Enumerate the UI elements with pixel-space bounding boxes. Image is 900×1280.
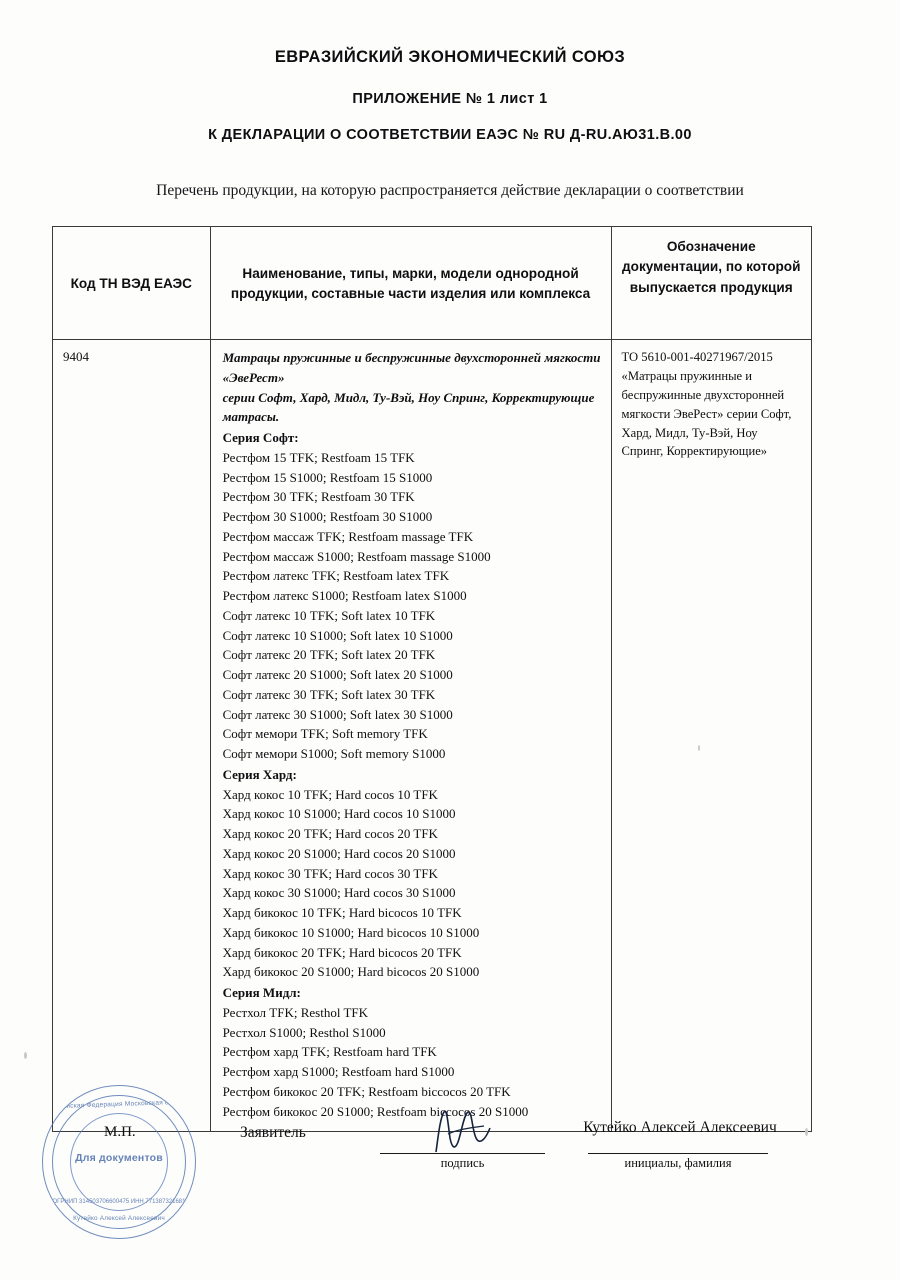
product-series-title: Серия Софт: — [222, 430, 299, 445]
stamp-top-text: Российская Федерация Московская область — [47, 1098, 191, 1111]
product-item: Хард бикокос 10 S1000; Hard bicocos 10 S1000 — [222, 924, 480, 940]
stamp-inn-text: ОГРНИП 314503706600475 ИНН 771387321681 — [52, 1199, 186, 1205]
product-item: Рестхол S1000; Resthol S1000 — [222, 1024, 386, 1040]
product-item: Софт латекс 10 S1000; Soft latex 10 S1000 — [222, 627, 453, 643]
product-item: Хард кокос 20 S1000; Hard cocos 20 S1000 — [222, 845, 456, 861]
product-item: Хард кокос 20 TFK; Hard cocos 20 TFK — [222, 826, 438, 841]
table-row — [53, 340, 811, 1131]
product-lead-1: Матрацы пружинные и беспружинные двухсторонней мягкости «ЭвеРест» — [222, 350, 601, 385]
cell-code: 9404 — [63, 349, 89, 364]
product-series-title: Серия Хард: — [222, 766, 297, 782]
product-item: Хард кокос 10 S1000; Hard cocos 10 S1000 — [222, 806, 456, 822]
annex-title: ПРИЛОЖЕНИЕ № 1 лист 1 — [352, 91, 548, 107]
declaration-title: К ДЕКЛАРАЦИИ О СООТВЕТСТВИИ ЕАЭС № RU Д-RU.АЮ31.В.00 — [208, 127, 692, 143]
scan-artifact — [805, 1128, 808, 1136]
product-item: Хард кокос 30 S1000; Hard cocos 30 S1000 — [222, 885, 456, 901]
column-header-code: Код ТН ВЭД ЕАЭС — [70, 275, 192, 291]
product-item: Софт латекс 30 TFK; Soft latex 30 TFK — [222, 686, 436, 702]
product-item: Рестфом латекс TFK; Restfoam latex TFK — [222, 568, 450, 584]
table-header-row — [53, 227, 811, 340]
signature-icon — [428, 1108, 498, 1154]
product-item: Хард бикокос 20 TFK; Hard bicocos 20 TFK — [222, 944, 462, 960]
product-item: Хард бикокос 10 TFK; Hard bicocos 10 TFK — [222, 905, 462, 920]
stamp-middle-text: Для документов — [75, 1152, 163, 1164]
document-subtitle: Перечень продукции, на которую распространяется действие декларации о соответствии — [156, 182, 744, 199]
column-header-docs: Обозначение документации, по которой выпускается продукция — [622, 239, 801, 295]
scan-artifact — [24, 1052, 27, 1059]
product-groups — [223, 428, 601, 1121]
stamp-name-text: Кутейко Алексей Алексеевич — [73, 1215, 165, 1222]
product-item: Софт мемори TFK; Soft memory TFK — [222, 726, 428, 742]
scan-artifact — [698, 745, 700, 751]
name-line — [588, 1152, 768, 1154]
product-item: Софт латекс 30 S1000; Soft latex 30 S1000 — [222, 706, 453, 722]
product-table — [52, 226, 812, 1132]
product-item: Рестфом хард S1000; Restfoam hard S1000 — [222, 1064, 455, 1079]
product-item: Рестфом массаж TFK; Restfoam massage TFK — [222, 528, 474, 544]
product-series-title: Серия Мидл: — [222, 985, 301, 1000]
signature-caption: подпись — [440, 1156, 485, 1170]
product-item: Хард бикокос 20 S1000; Hard bicocos 20 S1000 — [222, 964, 480, 980]
product-item: Софт латекс 20 S1000; Soft latex 20 S1000 — [222, 667, 453, 682]
product-item: Рестфом 30 S1000; Restfoam 30 S1000 — [222, 509, 433, 524]
product-item: Рестфом хард TFK; Restfoam hard TFK — [222, 1044, 437, 1060]
product-item: Рестфом 30 TFK; Restfoam 30 TFK — [222, 489, 415, 505]
cell-documentation: ТО 5610-001-40271967/2015 «Матрацы пружинные и беспружинные двухсторонней мягкости ЭвеРест» серии Софт, Хард, Мидл, Ту-Вэй, Ноу Спринг, Корректирующие» — [621, 350, 792, 459]
product-item: Рестфом массаж S1000; Restfoam massage S1000 — [222, 548, 491, 564]
name-caption: инициалы, фамилия — [624, 1156, 732, 1170]
column-header-name: Наименование, типы, марки, модели однородной продукции, составные части изделия или комплекса — [210, 227, 612, 339]
product-item: Хард кокос 30 TFK; Hard cocos 30 TFK — [222, 865, 438, 881]
product-lead-2: серии Софт, Хард, Мидл, Ту-Вэй, Ноу Спринг, Корректирующие матрасы. — [222, 389, 595, 425]
product-item: Рестфом бикокос 20 TFK; Restfoam biccocos 20 TFK — [222, 1083, 511, 1099]
applicant-name: Кутейко Алексей Алексеевич — [583, 1119, 777, 1136]
product-item: Софт мемори S1000; Soft memory S1000 — [222, 746, 446, 761]
product-item: Рестфом латекс S1000; Restfoam latex S1000 — [222, 588, 467, 603]
signature-line — [380, 1152, 545, 1154]
product-item: Рестфом бикокос 20 S1000; Restfoam biccocos 20 S1000 — [222, 1103, 529, 1119]
product-item: Софт латекс 20 TFK; Soft latex 20 TFK — [222, 647, 436, 663]
official-stamp — [42, 1085, 196, 1239]
product-item: Рестфом 15 TFK; Restfoam 15 TFK — [222, 449, 415, 465]
product-item: Софт латекс 10 TFK; Soft latex 10 TFK — [222, 607, 436, 623]
product-item: Хард кокос 10 TFK; Hard cocos 10 TFK — [222, 786, 438, 802]
cell-product-names — [210, 340, 612, 1131]
mp-label: М.П. — [104, 1124, 136, 1140]
page-title: ЕВРАЗИЙСКИЙ ЭКОНОМИЧЕСКИЙ СОЮЗ — [274, 48, 626, 66]
product-item: Рестхол TFK; Resthol TFK — [222, 1004, 369, 1020]
product-item: Рестфом 15 S1000; Restfoam 15 S1000 — [222, 469, 433, 485]
applicant-label: Заявитель — [240, 1124, 306, 1141]
